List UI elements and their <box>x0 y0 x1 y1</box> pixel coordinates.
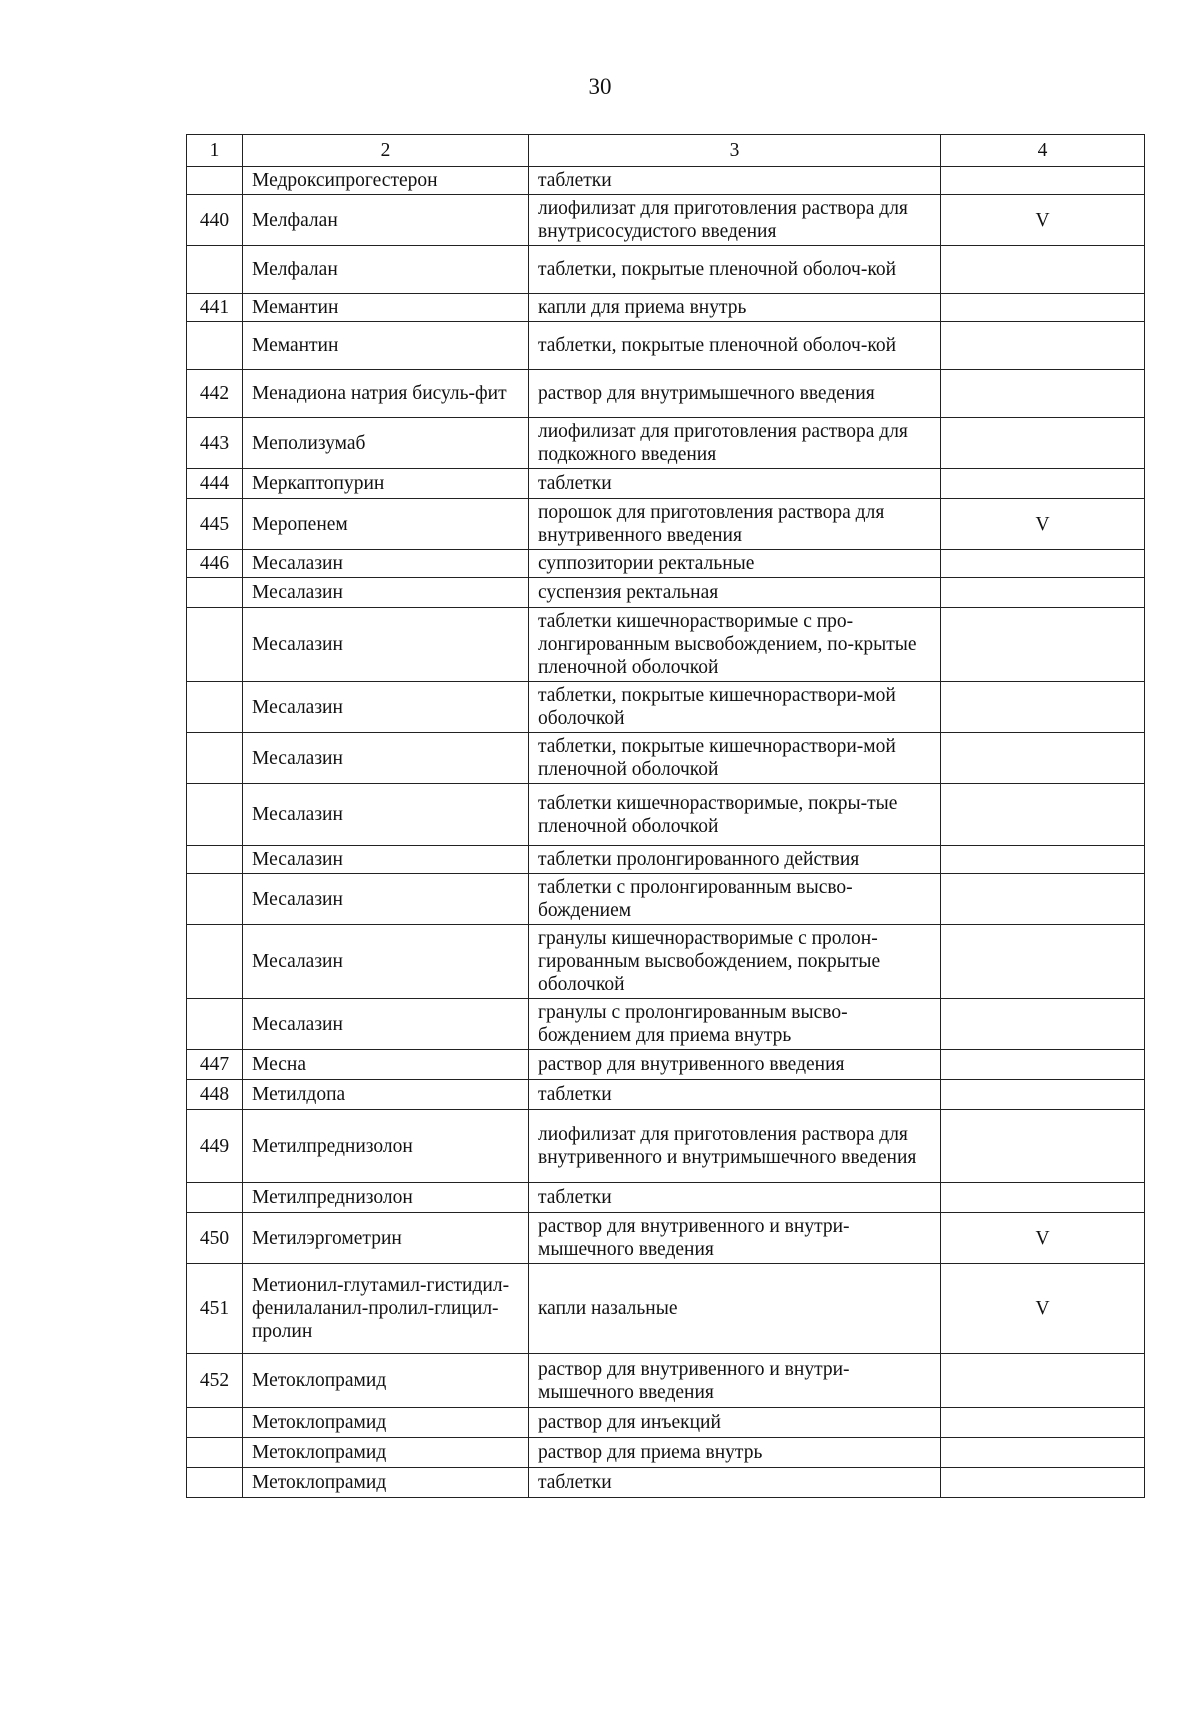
table-row <box>187 294 1145 322</box>
row-number: 451 <box>187 1264 243 1354</box>
table-row <box>187 1183 1145 1213</box>
table-row <box>187 1213 1145 1264</box>
dosage-form: капли для приема внутрь <box>529 294 941 322</box>
dosage-form: лиофилизат для приготовления раствора для внутрисосудистого введения <box>529 195 941 246</box>
row-number <box>187 682 243 733</box>
drug-name: Мелфалан <box>243 195 529 246</box>
vital-mark <box>941 874 1145 925</box>
drug-name: Месна <box>243 1050 529 1080</box>
row-number: 446 <box>187 550 243 578</box>
dosage-form: капли назальные <box>529 1264 941 1354</box>
table-row <box>187 925 1145 999</box>
table-row <box>187 846 1145 874</box>
vital-mark <box>941 925 1145 999</box>
dosage-form: таблетки с пролонгированным высво-бождением <box>529 874 941 925</box>
table-row <box>187 167 1145 195</box>
table-row <box>187 195 1145 246</box>
drug-name: Менадиона натрия бисуль-фит <box>243 370 529 418</box>
drug-name: Месалазин <box>243 846 529 874</box>
table-row <box>187 370 1145 418</box>
vital-mark <box>941 418 1145 469</box>
drug-name: Месалазин <box>243 550 529 578</box>
vital-mark <box>941 1050 1145 1080</box>
drug-name: Метилпреднизолон <box>243 1110 529 1183</box>
drug-name: Месалазин <box>243 733 529 784</box>
row-number: 449 <box>187 1110 243 1183</box>
dosage-form: таблетки, покрытые пленочной оболоч-кой <box>529 246 941 294</box>
dosage-form: лиофилизат для приготовления раствора для внутривенного и внутримышечного введения <box>529 1110 941 1183</box>
drug-name: Месалазин <box>243 999 529 1050</box>
vital-mark <box>941 322 1145 370</box>
row-number <box>187 1183 243 1213</box>
row-number: 447 <box>187 1050 243 1080</box>
vital-mark <box>941 578 1145 608</box>
drug-name: Меполизумаб <box>243 418 529 469</box>
drug-name: Метоклопрамид <box>243 1408 529 1438</box>
table-row <box>187 1468 1145 1498</box>
drug-name: Метоклопрамид <box>243 1438 529 1468</box>
table-row <box>187 499 1145 550</box>
row-number <box>187 1438 243 1468</box>
table-row <box>187 418 1145 469</box>
row-number <box>187 1468 243 1498</box>
drug-name: Месалазин <box>243 925 529 999</box>
dosage-form: раствор для внутривенного введения <box>529 1050 941 1080</box>
drug-name: Месалазин <box>243 874 529 925</box>
dosage-form: суппозитории ректальные <box>529 550 941 578</box>
table-row <box>187 322 1145 370</box>
vital-mark <box>941 733 1145 784</box>
dosage-form: порошок для приготовления раствора для внутривенного введения <box>529 499 941 550</box>
row-number <box>187 578 243 608</box>
vital-mark <box>941 1354 1145 1408</box>
drug-name: Метилэргометрин <box>243 1213 529 1264</box>
dosage-form: раствор для внутривенного и внутри-мышечного введения <box>529 1354 941 1408</box>
row-number: 450 <box>187 1213 243 1264</box>
row-number <box>187 246 243 294</box>
vital-mark <box>941 1183 1145 1213</box>
drug-name: Месалазин <box>243 608 529 682</box>
vital-mark <box>941 1438 1145 1468</box>
dosage-form: гранулы кишечнорастворимые с пролон-гированным высвобождением, покрытые оболочкой <box>529 925 941 999</box>
column-header: 4 <box>941 135 1145 167</box>
table-row <box>187 246 1145 294</box>
vital-mark: V <box>941 1264 1145 1354</box>
drug-name: Мемантин <box>243 322 529 370</box>
row-number: 445 <box>187 499 243 550</box>
row-number: 442 <box>187 370 243 418</box>
drug-name: Медроксипрогестерон <box>243 167 529 195</box>
table-row <box>187 1438 1145 1468</box>
table-row <box>187 1354 1145 1408</box>
drug-name: Метилдопа <box>243 1080 529 1110</box>
dosage-form: гранулы с пролонгированным высво-бождением для приема внутрь <box>529 999 941 1050</box>
vital-mark <box>941 469 1145 499</box>
drug-name: Меркаптопурин <box>243 469 529 499</box>
dosage-form: раствор для внутривенного и внутри-мышечного введения <box>529 1213 941 1264</box>
drug-name: Метионил-глутамил-гистидил-фенилаланил-пролил-глицил-пролин <box>243 1264 529 1354</box>
dosage-form: раствор для приема внутрь <box>529 1438 941 1468</box>
drug-name: Мелфалан <box>243 246 529 294</box>
row-number: 448 <box>187 1080 243 1110</box>
row-number <box>187 733 243 784</box>
vital-mark <box>941 246 1145 294</box>
dosage-form: раствор для инъекций <box>529 1408 941 1438</box>
vital-mark <box>941 294 1145 322</box>
table-row <box>187 608 1145 682</box>
table-row <box>187 999 1145 1050</box>
vital-mark <box>941 370 1145 418</box>
dosage-form: таблетки, покрытые пленочной оболоч-кой <box>529 322 941 370</box>
row-number: 443 <box>187 418 243 469</box>
row-number <box>187 1408 243 1438</box>
row-number: 452 <box>187 1354 243 1408</box>
dosage-form: суспензия ректальная <box>529 578 941 608</box>
drug-name: Месалазин <box>243 784 529 846</box>
vital-mark <box>941 1080 1145 1110</box>
drug-name: Меропенем <box>243 499 529 550</box>
row-number <box>187 608 243 682</box>
vital-mark: V <box>941 499 1145 550</box>
drug-name: Метоклопрамид <box>243 1468 529 1498</box>
table-row <box>187 550 1145 578</box>
drug-name: Метилпреднизолон <box>243 1183 529 1213</box>
row-number: 440 <box>187 195 243 246</box>
dosage-form: лиофилизат для приготовления раствора для подкожного введения <box>529 418 941 469</box>
row-number <box>187 784 243 846</box>
vital-mark <box>941 167 1145 195</box>
dosage-form: таблетки <box>529 1080 941 1110</box>
table-header-row <box>187 135 1145 167</box>
row-number: 441 <box>187 294 243 322</box>
table-row <box>187 1110 1145 1183</box>
column-header: 2 <box>243 135 529 167</box>
table-row <box>187 1408 1145 1438</box>
drug-name: Метоклопрамид <box>243 1354 529 1408</box>
drug-name: Месалазин <box>243 682 529 733</box>
drug-table <box>186 134 1145 1498</box>
column-header: 1 <box>187 135 243 167</box>
dosage-form: таблетки <box>529 167 941 195</box>
vital-mark <box>941 1468 1145 1498</box>
vital-mark <box>941 1110 1145 1183</box>
page-number: 30 <box>588 74 612 99</box>
table-row <box>187 1264 1145 1354</box>
vital-mark <box>941 1408 1145 1438</box>
table-row <box>187 733 1145 784</box>
vital-mark <box>941 550 1145 578</box>
table-row <box>187 578 1145 608</box>
row-number <box>187 846 243 874</box>
dosage-form: таблетки кишечнорастворимые с про-лонгированным высвобождением, по-крытые пленочной оболочкой <box>529 608 941 682</box>
vital-mark <box>941 846 1145 874</box>
dosage-form: таблетки, покрытые кишечнораствори-мой оболочкой <box>529 682 941 733</box>
vital-mark <box>941 608 1145 682</box>
vital-mark <box>941 682 1145 733</box>
vital-mark: V <box>941 195 1145 246</box>
table-row <box>187 469 1145 499</box>
table-row <box>187 874 1145 925</box>
row-number <box>187 999 243 1050</box>
dosage-form: таблетки, покрытые кишечнораствори-мой пленочной оболочкой <box>529 733 941 784</box>
row-number <box>187 925 243 999</box>
row-number <box>187 167 243 195</box>
dosage-form: таблетки пролонгированного действия <box>529 846 941 874</box>
drug-name: Мемантин <box>243 294 529 322</box>
dosage-form: таблетки <box>529 1468 941 1498</box>
table-row <box>187 1080 1145 1110</box>
vital-mark: V <box>941 1213 1145 1264</box>
column-header: 3 <box>529 135 941 167</box>
dosage-form: таблетки <box>529 1183 941 1213</box>
drug-name: Месалазин <box>243 578 529 608</box>
table-row <box>187 682 1145 733</box>
vital-mark <box>941 784 1145 846</box>
table-row <box>187 784 1145 846</box>
row-number: 444 <box>187 469 243 499</box>
row-number <box>187 322 243 370</box>
vital-mark <box>941 999 1145 1050</box>
dosage-form: таблетки <box>529 469 941 499</box>
table-row <box>187 1050 1145 1080</box>
dosage-form: таблетки кишечнорастворимые, покры-тые пленочной оболочкой <box>529 784 941 846</box>
row-number <box>187 874 243 925</box>
dosage-form: раствор для внутримышечного введения <box>529 370 941 418</box>
